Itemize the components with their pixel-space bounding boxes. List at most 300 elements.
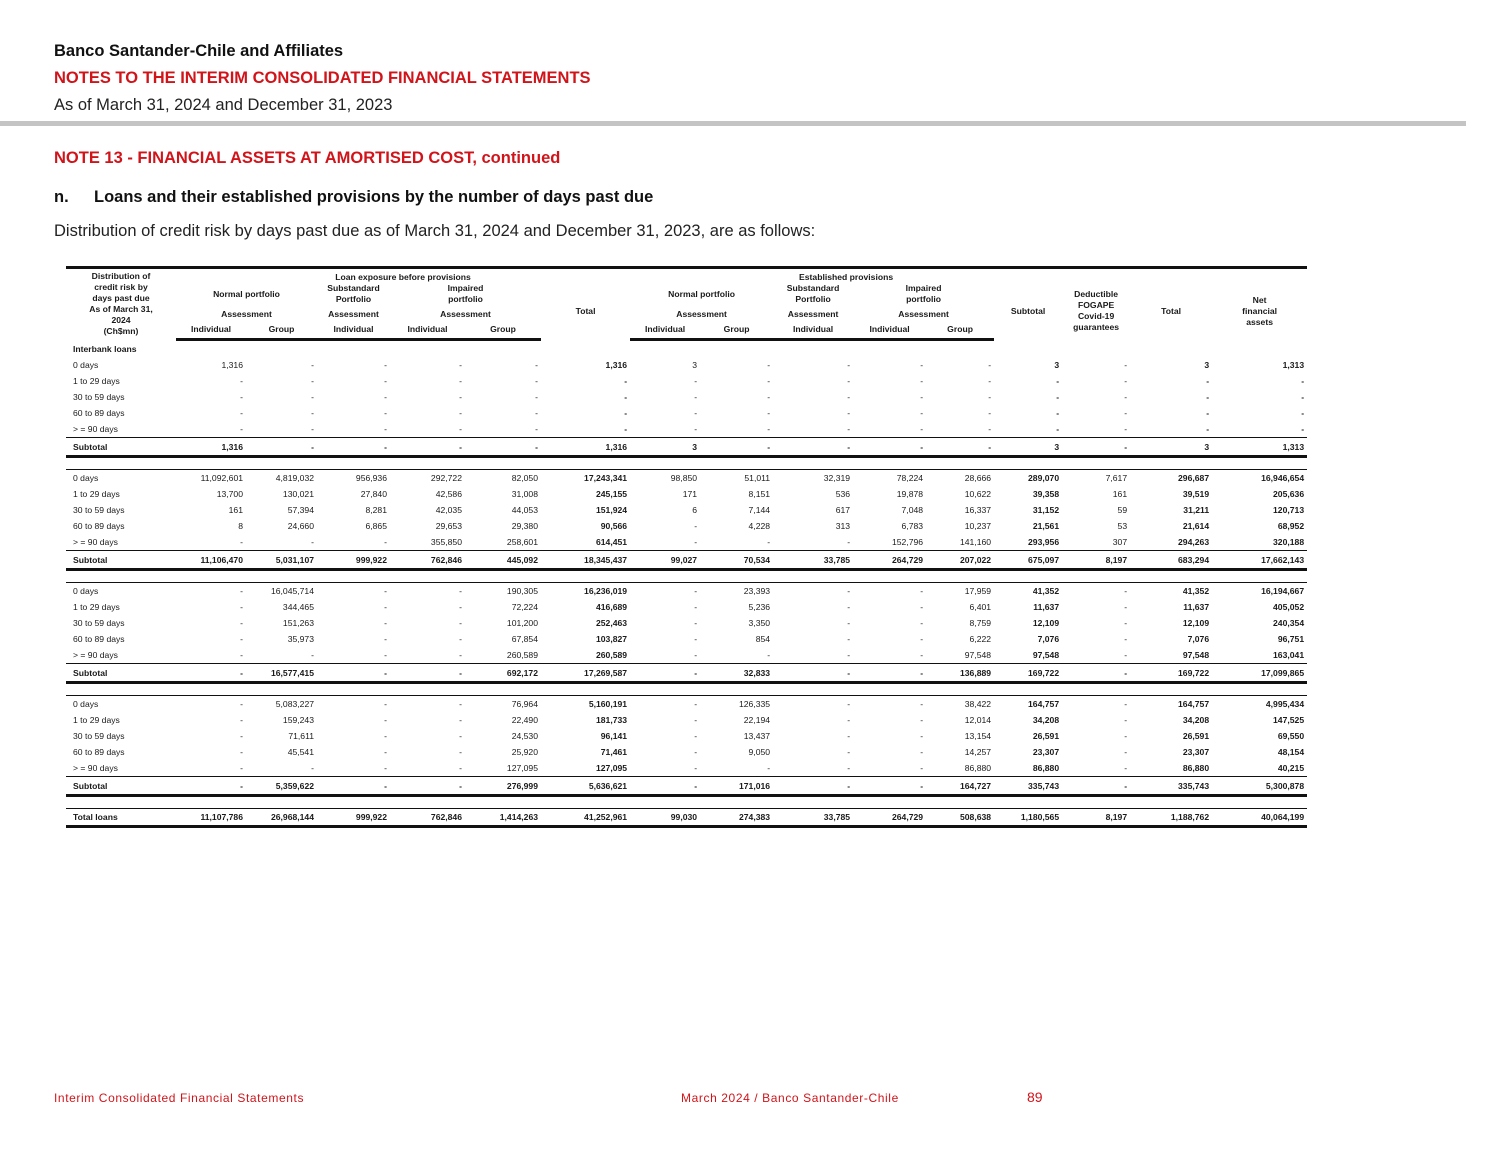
row-label: 0 days	[73, 586, 99, 596]
cell-value: -	[240, 408, 243, 418]
cell-value: 17,662,143	[1212, 551, 1307, 570]
cell-value: -	[624, 392, 628, 402]
cell-value: 24,530	[511, 731, 538, 741]
cell-value: -	[847, 376, 851, 386]
row-label: Subtotal	[66, 551, 176, 570]
header-divider	[0, 121, 1466, 126]
cell-value: 13,154	[964, 731, 992, 741]
cell-value: -	[694, 715, 698, 725]
cell-value: 19,878	[896, 489, 924, 499]
notes-title: NOTES TO THE INTERIM CONSOLIDATED FINANCIAL STATEMENTS	[54, 69, 591, 87]
cell-value: 1,414,263	[465, 809, 541, 827]
cell-value: -	[700, 438, 773, 457]
cell-value: 169,722	[994, 664, 1062, 683]
cell-value: -	[847, 618, 851, 628]
cell-value: 8,197	[1062, 809, 1130, 827]
cell-value: 245,155	[595, 489, 628, 499]
cell-value: -	[1124, 360, 1128, 370]
company-name: Banco Santander-Chile and Affiliates	[54, 42, 344, 60]
impaired-header: Impaired portfolio	[447, 283, 484, 304]
table-row	[66, 357, 1307, 373]
cell-value: -	[988, 408, 992, 418]
cell-value: 854	[755, 634, 771, 644]
cell-value: -	[384, 408, 387, 418]
cell-value: 11,106,470	[176, 551, 246, 570]
cell-value: 344,465	[282, 602, 314, 612]
cell-value: 293,956	[1028, 537, 1060, 547]
cell-value: -	[311, 360, 314, 370]
table-row	[66, 728, 1307, 744]
cell-value: -	[384, 715, 387, 725]
cell-value: 86,880	[964, 763, 992, 773]
cell-value: -	[624, 376, 628, 386]
cell-value: 127,095	[595, 763, 628, 773]
cell-value: -	[920, 763, 924, 773]
table-header-row	[66, 283, 1307, 305]
cell-value: 28,666	[964, 473, 992, 483]
cell-value: 3	[1130, 438, 1212, 457]
rowlabel-header	[66, 268, 176, 340]
cell-value: -	[176, 664, 246, 683]
cell-value: 57,394	[287, 505, 314, 515]
row-label: > = 90 days	[73, 537, 118, 547]
subtotal-row	[66, 777, 1307, 796]
cell-value: -	[694, 763, 698, 773]
cell-value: 1,316	[176, 438, 246, 457]
rowlabel-line: As of March 31,	[89, 304, 153, 315]
cell-value: 536	[835, 489, 851, 499]
cell-value: -	[384, 537, 387, 547]
cell-value: -	[459, 699, 462, 709]
cell-value: 40,215	[1277, 763, 1305, 773]
cell-value: 313	[835, 521, 851, 531]
cell-value: 9,050	[748, 747, 771, 757]
cell-value: -	[240, 634, 243, 644]
table-row	[66, 534, 1307, 551]
cell-value: -	[1056, 408, 1060, 418]
cell-value: 159,243	[282, 715, 314, 725]
cell-value: 25,920	[511, 747, 538, 757]
cell-value: 16,194,667	[1261, 586, 1305, 596]
cell-value: 16,236,019	[584, 586, 628, 596]
cell-value: 82,050	[511, 473, 538, 483]
cell-value: -	[176, 777, 246, 796]
cell-value: 31,211	[1183, 505, 1210, 515]
individual-header: Individual	[853, 320, 926, 340]
cell-value: -	[694, 424, 698, 434]
row-label: 30 to 59 days	[73, 731, 125, 741]
cell-value: 33,785	[773, 551, 853, 570]
cell-value: -	[630, 664, 700, 683]
row-label: Total loans	[66, 809, 176, 827]
cell-value: 171	[682, 489, 698, 499]
cell-value: 171,016	[700, 777, 773, 796]
table-row	[66, 421, 1307, 438]
cell-value: 1,313	[1212, 438, 1307, 457]
cell-value: 169,722	[1130, 664, 1212, 683]
cell-value: 32,833	[700, 664, 773, 683]
row-label: 0 days	[73, 360, 99, 370]
cell-value: -	[317, 777, 390, 796]
cell-value: 335,743	[1130, 777, 1212, 796]
cell-value: 5,300,878	[1212, 777, 1307, 796]
cell-value: 51,011	[744, 473, 771, 483]
interbank-loans-label: Interbank loans	[73, 344, 137, 354]
table-row	[66, 518, 1307, 534]
row-label: 0 days	[73, 699, 99, 709]
cell-value: 164,757	[1178, 699, 1210, 709]
cell-value: 1,316	[221, 360, 243, 370]
cell-value: -	[1124, 376, 1128, 386]
cell-value: -	[1124, 699, 1128, 709]
footer-report-name: Interim Consolidated Financial Statements	[54, 1091, 305, 1105]
cell-value: -	[624, 408, 628, 418]
cell-value: 292,722	[430, 473, 462, 483]
cell-value: 45,541	[287, 747, 314, 757]
cell-value: -	[694, 747, 698, 757]
cell-value: 141,160	[959, 537, 992, 547]
cell-value: -	[1062, 438, 1130, 457]
cell-value: -	[384, 747, 387, 757]
cell-value: 11,107,786	[176, 809, 246, 827]
cell-value: -	[384, 424, 387, 434]
individual-header: Individual	[176, 320, 246, 340]
cell-value: 35,973	[287, 634, 314, 644]
cell-value: -	[311, 650, 314, 660]
assessment-header: Assessment	[898, 309, 949, 319]
group-header: Group	[465, 320, 541, 340]
section-divider	[66, 457, 1307, 470]
cell-value: -	[240, 392, 243, 402]
table-header-row	[66, 268, 1307, 284]
cell-value: -	[767, 650, 771, 660]
cell-value: 136,889	[926, 664, 994, 683]
cell-value: -	[384, 392, 387, 402]
cell-value: 1,316	[541, 438, 630, 457]
cell-value: -	[767, 537, 771, 547]
cell-value: -	[1062, 664, 1130, 683]
total-loans-row	[66, 809, 1307, 827]
cell-value: 97,548	[1182, 650, 1210, 660]
cell-value: -	[694, 699, 698, 709]
cell-value: -	[767, 392, 771, 402]
cell-value: 205,636	[1273, 489, 1305, 499]
assessment-header: Assessment	[676, 309, 727, 319]
cell-value: -	[988, 424, 992, 434]
cell-value: 240,354	[1273, 618, 1305, 628]
deductible-header: Deductible FOGAPE Covid-19 guarantees	[1073, 289, 1120, 333]
cell-value: 307	[1112, 537, 1128, 547]
cell-value: 127,095	[506, 763, 538, 773]
cell-value: 39,358	[1032, 489, 1060, 499]
cell-value: 98,850	[670, 473, 698, 483]
cell-value: -	[317, 438, 390, 457]
cell-value: 71,611	[288, 731, 314, 741]
cell-value: 8	[238, 521, 243, 531]
cell-value: -	[535, 376, 538, 386]
intro-paragraph: Distribution of credit risk by days past due as of March 31, 2024 and December 31, 2023, are as follows:	[54, 222, 816, 240]
cell-value: 21,614	[1182, 521, 1210, 531]
group-header: Group	[246, 320, 317, 340]
cell-value: -	[311, 408, 314, 418]
cell-value: -	[390, 664, 465, 683]
cell-value: -	[694, 586, 698, 596]
rowlabel-line: days past due	[92, 293, 150, 304]
cell-value: 207,022	[926, 551, 994, 570]
cell-value: 151,924	[595, 505, 628, 515]
cell-value: 34,208	[1032, 715, 1060, 725]
cell-value: -	[240, 763, 243, 773]
cell-value: -	[847, 747, 851, 757]
cell-value: -	[853, 664, 926, 683]
cell-value: -	[773, 664, 853, 683]
cell-value: -	[1206, 392, 1210, 402]
cell-value: 21,561	[1032, 521, 1060, 531]
row-label: 60 to 89 days	[73, 634, 125, 644]
cell-value: 97,548	[1032, 650, 1060, 660]
cell-value: -	[535, 360, 538, 370]
section-heading: Loans and their established provisions by the number of days past due	[94, 188, 654, 206]
table-row	[66, 405, 1307, 421]
cell-value: 53	[1117, 521, 1128, 531]
cell-value: 26,968,144	[246, 809, 317, 827]
cell-value: 24,660	[287, 521, 314, 531]
cell-value: -	[240, 699, 243, 709]
cell-value: 42,586	[435, 489, 462, 499]
cell-value: 11,637	[1033, 602, 1060, 612]
table-row	[66, 696, 1307, 713]
cell-value: 96,751	[1277, 634, 1305, 644]
row-label: > = 90 days	[73, 650, 118, 660]
cell-value: -	[384, 763, 387, 773]
cell-value: 5,083,227	[275, 699, 314, 709]
cell-value: -	[1124, 731, 1128, 741]
cell-value: 23,393	[743, 586, 771, 596]
cell-value: -	[240, 602, 243, 612]
cell-value: -	[694, 537, 698, 547]
cell-value: 86,880	[1182, 763, 1210, 773]
table-row	[66, 486, 1307, 502]
cell-value: -	[1056, 424, 1060, 434]
cell-value: -	[926, 438, 994, 457]
cell-value: 31,152	[1032, 505, 1060, 515]
section-divider	[66, 570, 1307, 583]
cell-value: -	[1056, 376, 1060, 386]
cell-value: 70,534	[700, 551, 773, 570]
cell-value: -	[920, 602, 924, 612]
cell-value: -	[459, 763, 462, 773]
cell-value: -	[847, 360, 851, 370]
cell-value: -	[384, 634, 387, 644]
cell-value: 22,194	[743, 715, 771, 725]
cell-value: 8,151	[748, 489, 771, 499]
cell-value: 38,422	[964, 699, 992, 709]
rowlabel-line: (Ch$mn)	[103, 326, 139, 337]
subtotal-row	[66, 438, 1307, 457]
cell-value: 161	[1112, 489, 1128, 499]
cell-value: -	[390, 777, 465, 796]
cell-value: 508,638	[926, 809, 994, 827]
table-row	[66, 583, 1307, 600]
cell-value: 10,237	[964, 521, 992, 531]
cell-value: -	[240, 747, 243, 757]
cell-value: 12,014	[964, 715, 992, 725]
row-label: 30 to 59 days	[73, 505, 125, 515]
cell-value: 32,319	[823, 473, 851, 483]
cell-value: 16,337	[964, 505, 992, 515]
cell-value: -	[535, 424, 538, 434]
cell-value: 99,027	[630, 551, 700, 570]
cell-value: -	[384, 650, 387, 660]
cell-value: 260,589	[595, 650, 628, 660]
assessment-header: Assessment	[328, 309, 379, 319]
row-label: > = 90 days	[73, 763, 118, 773]
cell-value: -	[920, 634, 924, 644]
row-label: 30 to 59 days	[73, 392, 125, 402]
cell-value: 44,053	[511, 505, 538, 515]
cell-value: -	[240, 586, 243, 596]
cell-value: -	[694, 650, 698, 660]
cell-value: 675,097	[994, 551, 1062, 570]
cell-value: -	[920, 408, 924, 418]
cell-value: 7,076	[1187, 634, 1210, 644]
cell-value: 3	[994, 438, 1062, 457]
group-header: Group	[926, 320, 994, 340]
cell-value: 18,345,437	[541, 551, 630, 570]
row-label: 1 to 29 days	[73, 376, 120, 386]
cell-value: 5,359,622	[246, 777, 317, 796]
cell-value: -	[240, 537, 243, 547]
cell-value: -	[459, 634, 462, 644]
cell-value: -	[535, 408, 538, 418]
cell-value: 6,865	[365, 521, 387, 531]
cell-value: 335,743	[994, 777, 1062, 796]
cell-value: 264,729	[853, 809, 926, 827]
row-label: Subtotal	[66, 777, 176, 796]
cell-value: -	[694, 521, 698, 531]
cell-value: 405,052	[1273, 602, 1305, 612]
row-label: 60 to 89 days	[73, 408, 125, 418]
cell-value: 1,188,762	[1130, 809, 1212, 827]
cell-value: -	[624, 424, 628, 434]
section-heading-row	[66, 340, 1307, 358]
note-title: NOTE 13 - FINANCIAL ASSETS AT AMORTISED COST, continued	[54, 149, 561, 167]
row-label: 1 to 29 days	[73, 715, 120, 725]
cell-value: 147,525	[1273, 715, 1305, 725]
cell-value: -	[1301, 408, 1305, 418]
cell-value: 120,713	[1273, 505, 1305, 515]
cell-value: -	[988, 392, 992, 402]
cell-value: -	[853, 777, 926, 796]
cell-value: 41,252,961	[541, 809, 630, 827]
assessment-header: Assessment	[221, 309, 272, 319]
cell-value: 5,031,107	[246, 551, 317, 570]
cell-value: -	[920, 376, 924, 386]
individual-header: Individual	[390, 320, 465, 340]
cell-value: -	[384, 586, 387, 596]
cell-value: -	[240, 650, 243, 660]
row-label: 0 days	[73, 473, 99, 483]
cell-value: 3	[692, 360, 698, 370]
total-provisions-header: Total	[1161, 305, 1182, 316]
row-label: Subtotal	[66, 664, 176, 683]
cell-value: -	[920, 699, 924, 709]
cell-value: 17,243,341	[584, 473, 628, 483]
cell-value: 42,035	[435, 505, 462, 515]
group-header: Group	[700, 320, 773, 340]
credit-risk-table	[66, 266, 1307, 828]
footer-period: March 2024 / Banco Santander-Chile	[681, 1091, 899, 1105]
cell-value: 97,548	[964, 650, 992, 660]
cell-value: 76,964	[511, 699, 538, 709]
cell-value: -	[246, 438, 317, 457]
cell-value: -	[1206, 424, 1210, 434]
loan-exposure-header: Loan exposure before provisions	[176, 268, 630, 284]
cell-value: 164,727	[926, 777, 994, 796]
cell-value: -	[1062, 777, 1130, 796]
cell-value: 181,733	[595, 715, 628, 725]
table-row	[66, 647, 1307, 664]
cell-value: -	[694, 634, 698, 644]
cell-value: -	[311, 763, 314, 773]
cell-value: -	[920, 650, 924, 660]
cell-value: 130,021	[282, 489, 314, 499]
cell-value: 126,335	[738, 699, 771, 709]
cell-value: -	[311, 424, 314, 434]
cell-value: 16,577,415	[246, 664, 317, 683]
cell-value: 355,850	[430, 537, 462, 547]
cell-value: 3,350	[748, 618, 771, 628]
cell-value: -	[459, 376, 462, 386]
row-label: 60 to 89 days	[73, 521, 125, 531]
cell-value: 17,269,587	[541, 664, 630, 683]
cell-value: 68,952	[1277, 521, 1305, 531]
row-label: 1 to 29 days	[73, 602, 120, 612]
cell-value: -	[1206, 376, 1210, 386]
cell-value: -	[240, 618, 243, 628]
cell-value: -	[459, 747, 462, 757]
cell-value: 683,294	[1130, 551, 1212, 570]
cell-value: -	[317, 664, 390, 683]
individual-header: Individual	[317, 320, 390, 340]
cell-value: 59	[1117, 505, 1128, 515]
substandard-header: Substandard Portfolio	[327, 283, 380, 304]
cell-value: 252,463	[595, 618, 628, 628]
cell-value: 3	[1204, 360, 1210, 370]
cell-value: -	[767, 376, 771, 386]
cell-value: 72,224	[511, 602, 538, 612]
cell-value: -	[459, 650, 462, 660]
cell-value: 26,591	[1032, 731, 1060, 741]
total-header: Total	[575, 305, 596, 316]
cell-value: 1,313	[1282, 360, 1305, 370]
cell-value: 8,759	[969, 618, 992, 628]
cell-value: -	[1124, 392, 1128, 402]
cell-value: 16,946,654	[1261, 473, 1305, 483]
cell-value: -	[920, 715, 924, 725]
cell-value: 10,622	[964, 489, 992, 499]
cell-value: 7,076	[1037, 634, 1060, 644]
cell-value: 78,224	[896, 473, 924, 483]
cell-value: -	[459, 424, 462, 434]
cell-value: 260,589	[506, 650, 538, 660]
cell-value: -	[384, 618, 387, 628]
cell-value: -	[920, 586, 924, 596]
cell-value: 416,689	[595, 602, 628, 612]
cell-value: 4,819,032	[275, 473, 314, 483]
cell-value: 69,550	[1277, 731, 1305, 741]
cell-value: 34,208	[1182, 715, 1210, 725]
